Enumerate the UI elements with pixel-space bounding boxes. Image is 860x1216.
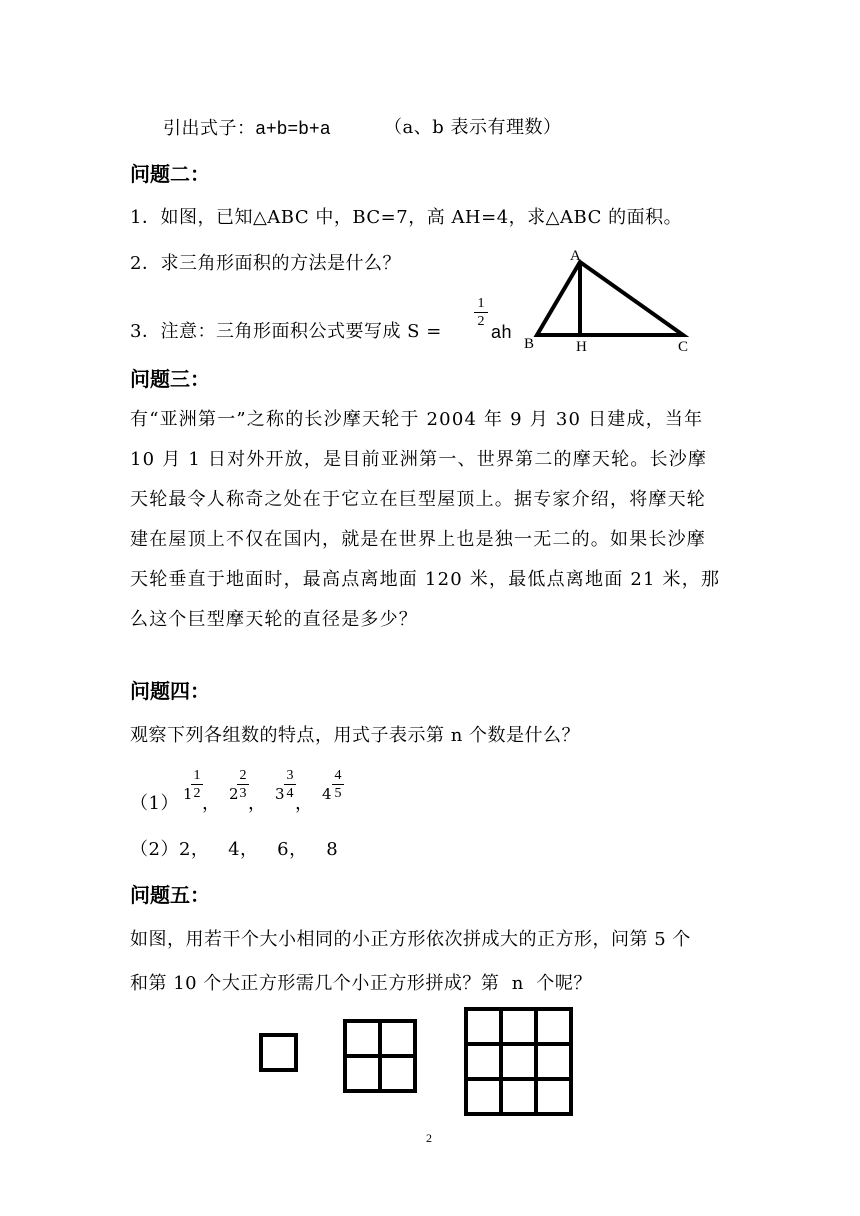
intro-label: 引出式子： [163, 118, 256, 139]
term-separator: ， [248, 793, 267, 814]
q2-heading: 问题二： [130, 162, 210, 186]
q2-item-1: 1．如图，已知△ABC 中，BC=7，高 AH=4，求△ABC 的面积。 [130, 207, 683, 228]
square-1x1 [261, 1035, 296, 1070]
q3-line: 建在屋顶上不仅在国内，就是在世界上也是独一无二的。如果长沙摩 [130, 529, 706, 550]
mixed-number-whole: 3 [275, 785, 286, 803]
square-3x3 [466, 1009, 571, 1114]
fraction-denominator: 5 [334, 786, 342, 801]
q4-group2-values: 2， 4， 6， 8 [178, 839, 339, 860]
q5-heading: 问题五： [130, 883, 210, 907]
fraction-bar [191, 784, 203, 785]
term-separator: ， [202, 793, 221, 814]
fraction-numerator: 3 [286, 768, 294, 783]
fraction-denominator: 3 [239, 786, 247, 801]
q3-line: 天轮垂直于地面时，最高点离地面 120 米，最低点离地面 21 米，那 [130, 569, 721, 590]
intro-note: （a、b 表示有理数） [384, 117, 562, 138]
q4-group2 [130, 839, 338, 861]
q3-line: 天轮最令人称奇之处在于它立在巨型屋顶上。据专家介绍，将摩天轮 [130, 489, 706, 510]
label-b: B [524, 336, 535, 352]
q3-paragraph [130, 400, 720, 640]
q5-line-1: 如图，用若干个大小相同的小正方形依次拼成大的正方形，问第 5 个 [130, 929, 691, 950]
fraction-denominator: 2 [193, 786, 201, 801]
q4-heading: 问题四： [130, 679, 210, 703]
square-2x2 [345, 1021, 415, 1091]
q3-line: 有“亚洲第一”之称的长沙摩天轮于 2004 年 9 月 30 日建成，当年 [130, 409, 704, 430]
fraction-bar [237, 784, 249, 785]
triangle-abc [537, 262, 683, 335]
fraction-bar [332, 784, 344, 785]
q4-group1-label: （1） [130, 793, 179, 814]
fraction-numerator: 2 [239, 768, 247, 783]
squares-figure [255, 1005, 580, 1120]
mixed-number-fraction [332, 768, 344, 801]
label-c: C [678, 339, 689, 355]
q3-line: 10 月 1 日对外开放，是目前亚洲第一、世界第二的摩天轮。长沙摩 [130, 449, 708, 470]
intro-formula: a+b=b+a [255, 118, 331, 138]
term-separator: ， [295, 793, 314, 814]
q3-line: 么这个巨型摩天轮的直径是多少？ [130, 609, 418, 630]
page-number: 2 [426, 1131, 432, 1145]
mixed-number-whole: 4 [322, 785, 333, 803]
q4-group2-label: （2） [130, 839, 179, 860]
area-formula-fraction [474, 296, 488, 329]
area-formula-tail: ah [491, 322, 513, 342]
mixed-number-whole: 2 [229, 785, 240, 803]
q2-item-3: 3．注意：三角形面积公式要写成 S = [130, 321, 442, 342]
label-a: A [570, 248, 581, 264]
mixed-number-whole: 1 [183, 785, 194, 803]
fraction-bar [284, 784, 296, 785]
intro-line [163, 117, 331, 140]
fraction-denominator: 2 [477, 314, 485, 329]
fraction-denominator: 4 [286, 786, 294, 801]
fraction-numerator: 4 [334, 768, 342, 783]
fraction-numerator: 1 [477, 296, 485, 311]
q5-line-2: 和第 10 个大正方形需几个小正方形拼成？第 n 个呢？ [130, 973, 592, 994]
fraction-bar [474, 312, 488, 313]
label-h: H [576, 339, 587, 355]
triangle-abc-figure [515, 244, 705, 356]
fraction-numerator: 1 [193, 768, 201, 783]
q3-heading: 问题三： [130, 367, 210, 391]
q2-item-2: 2．求三角形面积的方法是什么？ [130, 253, 401, 274]
q4-prompt: 观察下列各组数的特点，用式子表示第 n 个数是什么？ [130, 725, 581, 746]
